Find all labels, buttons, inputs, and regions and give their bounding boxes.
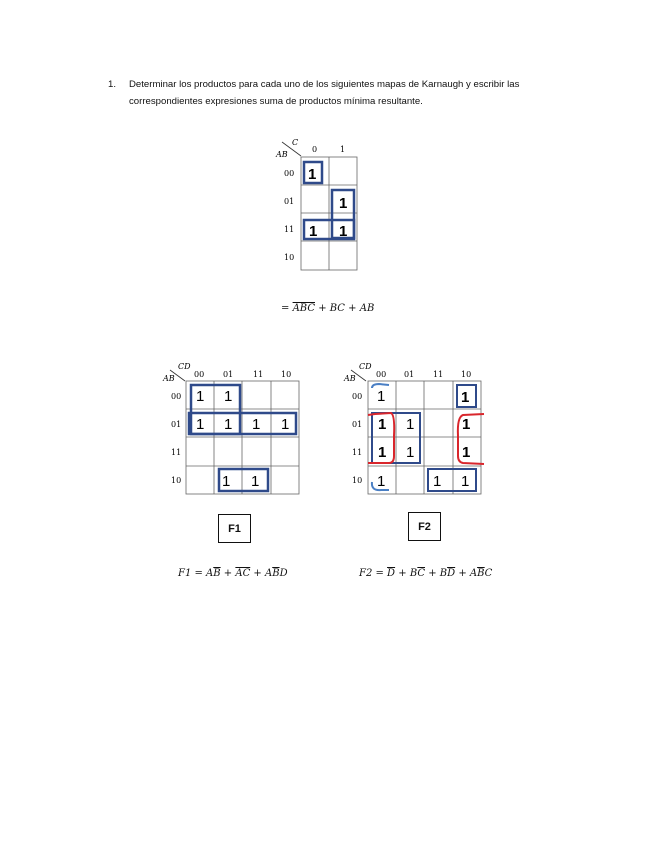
kmap-f2-col-01: 01 <box>404 370 415 379</box>
kmap-1-cell-00-0: 1 <box>308 166 317 183</box>
kmap-f1-cell-0-1: 1 <box>224 388 233 405</box>
kmap-1-cell-01-1: 1 <box>339 195 348 212</box>
f2-formula-plus-2: + B <box>425 568 448 579</box>
f1-formula-plus-1: + <box>220 568 236 579</box>
f1-formula-bbar-2: $\overline{B}$ <box>272 568 280 579</box>
kmap-f1-col-00: 00 <box>194 370 205 379</box>
kmap-f2-cell-0-3: 1 <box>461 389 470 406</box>
kmap-1-col-var: C <box>292 138 299 147</box>
kmap-f1-cell-1-0: 1 <box>196 416 205 433</box>
question-text <box>129 76 579 110</box>
kmap-f2-row-01: 01 <box>352 420 363 429</box>
kmap-1-cell-11-0: 1 <box>309 223 318 240</box>
f1-label: F1 <box>228 522 241 535</box>
f1-formula-d: D <box>279 568 288 579</box>
f2-formula-bbar: $\overline{B}$ <box>477 568 485 579</box>
kmap-f2-row-00: 00 <box>352 392 363 401</box>
f1-formula-acbar: $\overline{AC}$ <box>235 568 251 579</box>
kmap-f1-cell-1-3: 1 <box>281 416 290 433</box>
kmap-f2-row-var: AB <box>344 374 356 383</box>
f2-formula-plus-1: + B <box>395 568 418 579</box>
map1-result-eq: = <box>281 303 290 314</box>
kmap-1 <box>270 132 370 277</box>
kmap-f1-col-10: 10 <box>281 370 292 379</box>
f1-label-box <box>218 514 251 543</box>
kmap-1-cell-11-1: 1 <box>339 223 348 240</box>
kmap-f1-group-b <box>189 413 296 434</box>
kmap-f1-cell-1-2: 1 <box>252 416 261 433</box>
f2-formula-plus-3: + A <box>455 568 478 579</box>
kmap-f1-row-11: 11 <box>171 448 182 457</box>
kmap-f1-row-01: 01 <box>171 420 182 429</box>
kmap-f1-col-var: CD <box>178 362 191 371</box>
f1-formula-lhs: F1 = A <box>178 568 214 579</box>
question-number: 1. <box>108 79 117 90</box>
kmap-f1-cell-3-2: 1 <box>251 473 260 490</box>
kmap-f2-cell-3-3: 1 <box>461 473 470 490</box>
kmap-1-row-10: 10 <box>284 253 295 262</box>
kmap-1-row-var: AB <box>276 150 288 159</box>
kmap-f2-row-10: 10 <box>352 476 363 485</box>
map1-result <box>281 303 374 314</box>
kmap-f2-col-var: CD <box>359 362 372 371</box>
kmap-f2-cell-1-1: 1 <box>406 416 415 433</box>
kmap-f2-col-00: 00 <box>376 370 387 379</box>
kmap-f1 <box>160 358 310 500</box>
f1-formula-plus-2: + A <box>250 568 273 579</box>
kmap-f2-cell-2-3: 1 <box>462 444 471 461</box>
map1-result-plus-1: + <box>318 303 327 314</box>
kmap-f2-cell-3-0: 1 <box>377 473 386 490</box>
kmap-f2-cell-1-0: 1 <box>378 416 387 433</box>
map1-result-term-bc: BC <box>329 303 345 314</box>
f1-formula-bbar: $\overline{B}$ <box>213 568 221 579</box>
kmap-f2-col-11: 11 <box>433 370 444 379</box>
kmap-1-col-0: 0 <box>312 145 318 154</box>
kmap-f1-cell-1-1: 1 <box>224 416 233 433</box>
map1-result-term-abc: $\overline{ABC}$ <box>292 303 315 314</box>
f1-formula <box>178 568 288 579</box>
kmap-f1-row-10: 10 <box>171 476 182 485</box>
f2-formula <box>359 568 492 579</box>
kmap-f2 <box>341 358 491 500</box>
f2-formula-c: C <box>484 568 493 579</box>
f2-formula-cbar: $\overline{C}$ <box>417 568 426 579</box>
kmap-f1-cell-0-0: 1 <box>196 388 205 405</box>
map1-result-plus-2: + <box>348 303 357 314</box>
kmap-f2-cell-2-0: 1 <box>378 444 387 461</box>
kmap-f2-cell-0-0: 1 <box>377 388 386 405</box>
kmap-1-row-11: 11 <box>284 225 295 234</box>
kmap-f1-col-01: 01 <box>223 370 234 379</box>
f2-label-box <box>408 512 441 541</box>
kmap-f1-col-11: 11 <box>253 370 264 379</box>
kmap-f2-cell-1-3: 1 <box>462 416 471 433</box>
f2-formula-lhs: F2 = <box>359 568 388 579</box>
f2-formula-dbar: $\overline{D}$ <box>387 568 396 579</box>
kmap-f2-cell-2-1: 1 <box>406 444 415 461</box>
kmap-f2-row-11: 11 <box>352 448 363 457</box>
question-line-2: correspondientes expresiones suma de productos mínima resultante. <box>129 96 423 107</box>
kmap-1-row-00: 00 <box>284 169 295 178</box>
f2-label: F2 <box>418 520 431 533</box>
kmap-f1-cell-3-1: 1 <box>222 473 231 490</box>
kmap-1-row-01: 01 <box>284 197 295 206</box>
f2-formula-dbar-2: $\overline{D}$ <box>447 568 456 579</box>
question-line-1: Determinar los productos para cada uno de los siguientes mapas de Karnaugh y escribir las <box>129 79 520 90</box>
kmap-f2-cell-3-2: 1 <box>433 473 442 490</box>
map1-result-term-ab: AB <box>359 303 375 314</box>
kmap-f1-groups <box>189 385 296 491</box>
kmap-f1-row-00: 00 <box>171 392 182 401</box>
kmap-f2-col-10: 10 <box>461 370 472 379</box>
kmap-f1-row-var: AB <box>163 374 175 383</box>
kmap-1-col-1: 1 <box>340 145 346 154</box>
